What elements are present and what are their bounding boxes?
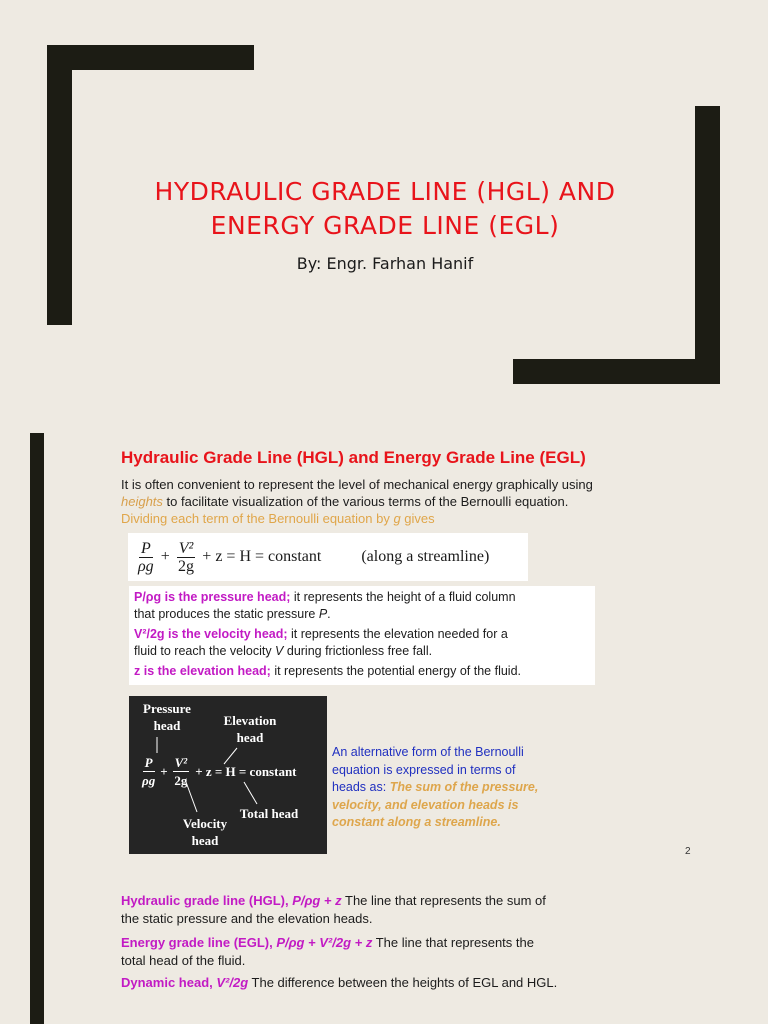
diagram-pressure-line2: head <box>153 718 181 733</box>
intro-text-c: Dividing each term of the Bernoulli equation by <box>121 511 394 526</box>
diagram-velocity-fraction <box>173 754 190 789</box>
heights-term: heights <box>121 494 163 509</box>
egl-text: The line that represents the <box>372 935 534 950</box>
elevation-head-def <box>129 663 595 680</box>
diagram-pressure-line1: Pressure <box>143 701 191 716</box>
hgl-formula: P/ρg + z <box>292 893 342 908</box>
intro-text-a: It is often convenient to represent the level of mechanical energy graphically using <box>121 477 593 492</box>
eq-rho-g: ρg <box>138 557 154 575</box>
pressure-head-text-b: that produces the static pressure <box>134 607 319 621</box>
velocity-head-text-a: it represents the elevation needed for a <box>287 627 508 641</box>
velocity-head-text-b: fluid to reach the velocity <box>134 644 276 658</box>
eq-P: P <box>140 539 151 557</box>
alt-text-emphasis: The sum of the pressure, velocity, and elevation heads is constant along a streamline. <box>332 780 539 829</box>
frame-bar-bottom-right-vertical <box>695 106 720 384</box>
dynamic-head-definition <box>121 974 641 992</box>
dynamic-head-formula: V²/2g <box>216 975 249 990</box>
frame-bar-top-left-horizontal <box>47 45 254 70</box>
content-slide-3 <box>0 866 768 1024</box>
dynamic-head-text: The difference between the heights of EGL and HGL. <box>248 975 558 990</box>
pressure-head-end: . <box>327 607 331 621</box>
frame-bar-bottom-right-horizontal <box>513 359 720 384</box>
diagram-pressure-fraction <box>142 754 155 789</box>
diagram-eq-P: P <box>144 755 153 770</box>
diagram-equation <box>139 754 297 789</box>
velocity-head-V: V <box>275 644 284 658</box>
diagram-elevation-line2: head <box>236 730 264 745</box>
head-definitions <box>129 586 595 685</box>
diagram-elevation-line1: Elevation <box>223 713 277 728</box>
author-byline: By: Engr. Farhan Hanif <box>296 254 474 273</box>
hgl-definition <box>121 892 641 928</box>
left-accent-bar-3 <box>30 866 44 1024</box>
diagram-velocity-line2: head <box>191 833 219 848</box>
slide-title-line2: ENERGY GRADE LINE (EGL) <box>210 211 560 240</box>
diagram-eq-2g: 2g <box>174 773 188 788</box>
eq-along-streamline: (along a streamline) <box>361 548 490 565</box>
heads-diagram <box>129 696 327 854</box>
velocity-head-term: V²/2g is the velocity head; <box>134 627 288 641</box>
slide-title-line1: HYDRAULIC GRADE LINE (HGL) AND <box>154 177 616 206</box>
eq-2g: 2g <box>178 557 194 575</box>
left-accent-bar <box>30 433 44 866</box>
intro-g: g <box>393 511 401 526</box>
alternative-form-text <box>332 744 542 832</box>
intro-text-d: gives <box>400 511 435 526</box>
hgl-text-2: the static pressure and the elevation heads. <box>121 911 373 926</box>
elevation-head-term: z is the elevation head; <box>134 664 271 678</box>
hgl-text: The line that represents the sum of <box>341 893 546 908</box>
diagram-eq-rho-g: ρg <box>142 773 156 788</box>
egl-text-2: total head of the fluid. <box>121 953 246 968</box>
diagram-eq-plus: + <box>160 763 168 779</box>
diagram-total-label: Total head <box>239 806 299 821</box>
hgl-term: Hydraulic grade line (HGL), <box>121 893 293 908</box>
elevation-head-text: it represents the potential energy of the fluid. <box>270 664 521 678</box>
dynamic-head-term: Dynamic head, <box>121 975 217 990</box>
diagram-eq-rest: + z = H = constant <box>195 763 297 779</box>
diagram-velocity-label <box>169 815 241 849</box>
pressure-head-def <box>129 589 595 623</box>
velocity-head-text-c: during frictionless free fall. <box>283 644 433 658</box>
velocity-fraction <box>177 540 196 575</box>
diagram-velocity-line1: Velocity <box>182 816 228 831</box>
egl-definition <box>121 934 641 970</box>
egl-term: Energy grade line (EGL), <box>121 935 277 950</box>
alt-text-body: An alternative form of the Bernoulli equation is expressed in terms of heads as: <box>332 745 524 794</box>
pressure-head-term: P/ρg is the pressure head; <box>134 590 291 604</box>
section-heading: Hydraulic Grade Line (HGL) and Energy Grade Line (EGL) <box>121 448 586 467</box>
pressure-head-text-a: it represents the height of a fluid column <box>290 590 516 604</box>
eq-V2: V² <box>178 539 194 557</box>
intro-paragraph <box>121 476 661 527</box>
bernoulli-equation <box>128 533 528 581</box>
egl-formula: P/ρg + V²/2g + z <box>276 935 373 950</box>
eq-rest: + z = H = constant <box>202 548 322 565</box>
pressure-head-P: P <box>318 607 328 621</box>
diagram-eq-V2: V² <box>174 755 188 770</box>
slide-title <box>60 175 710 243</box>
page-number: 2 <box>685 846 691 857</box>
title-slide <box>0 0 768 400</box>
eq-plus: + <box>160 548 170 565</box>
velocity-head-def <box>129 626 595 660</box>
intro-text-b: to facilitate visualization of the various terms of the Bernoulli equation. <box>162 494 569 509</box>
pressure-fraction <box>138 540 154 575</box>
content-slide <box>0 400 768 866</box>
